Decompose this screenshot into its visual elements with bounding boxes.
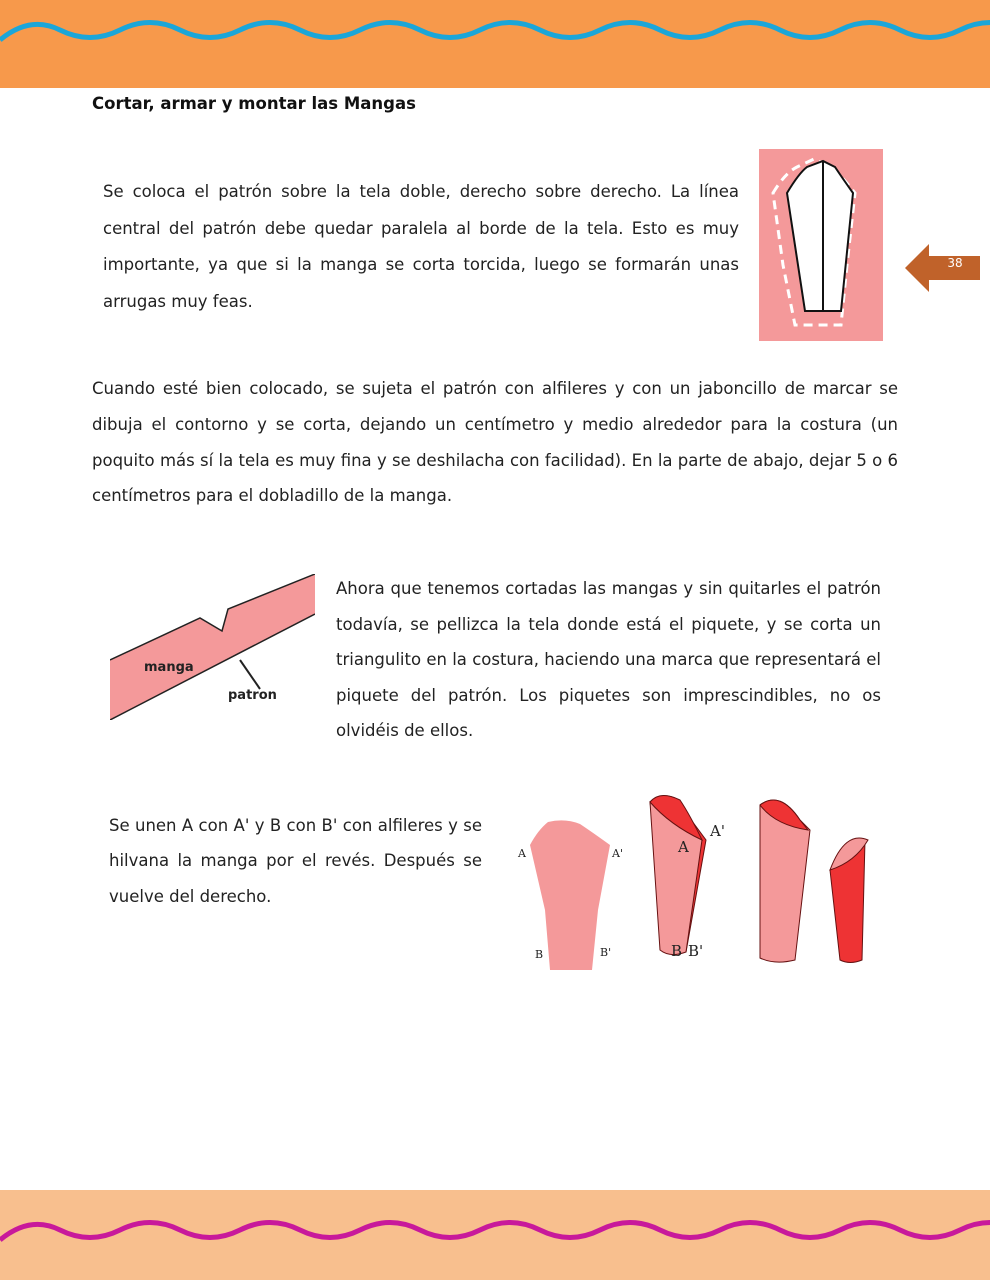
- label-a-fig2: A: [678, 838, 689, 856]
- label-a-prime-fig2: A': [710, 822, 725, 840]
- wave-decoration: [0, 1190, 990, 1280]
- label-a-prime: A': [612, 847, 623, 860]
- paragraph-2: Cuando esté bien colocado, se sujeta el patrón con alfileres y con un jaboncillo de marcar se dibuja el contorno y se corta, dejando un centímetro y medio alrededor para la costura (un poquito más sí la tela es muy fina y se deshilacha con facilidad). En la parte de abajo, dejar 5 o 6 centímetros para el dobladillo de la manga.: [92, 379, 898, 506]
- label-b-fig2: B: [671, 942, 683, 960]
- label-patron: patron: [228, 688, 277, 703]
- wave-decoration: [0, 0, 990, 88]
- notch-figure: [110, 574, 315, 720]
- label-b: B: [535, 948, 544, 961]
- header-band: [0, 0, 990, 88]
- paragraph-1: Se coloca el patrón sobre la tela doble, derecho sobre derecho. La línea central del patrón debe quedar paralela al borde de la tela. Esto es muy importante, ya que si la manga se corta torcida, luego se formarán unas arrugas muy feas.: [103, 182, 739, 311]
- label-b-prime-fig2: B': [688, 942, 704, 960]
- paragraph-4: Se unen A con A' y B con B' con alfileres y se hilvana la manga por el revés. Después se vuelve del derecho.: [109, 816, 482, 906]
- page-number: 38: [947, 256, 963, 270]
- page-title: Cortar, armar y montar las Mangas: [92, 94, 416, 113]
- label-a: A: [518, 847, 526, 860]
- sleeve-pattern-figure: [759, 149, 883, 341]
- footer-band: [0, 1190, 990, 1280]
- sleeve-assembly-figure: [510, 790, 880, 975]
- page-number-badge: [905, 244, 985, 296]
- label-b-prime: B': [600, 946, 612, 959]
- paragraph-3: Ahora que tenemos cortadas las mangas y sin quitarles el patrón todavía, se pellizca la tela donde está el piquete, y se corta un triangulito en la costura, haciendo una marca que representará el piquete del patrón. Los piquetes son imprescindibles, no os olvidéis de ellos.: [336, 579, 881, 740]
- label-manga: manga: [144, 660, 194, 675]
